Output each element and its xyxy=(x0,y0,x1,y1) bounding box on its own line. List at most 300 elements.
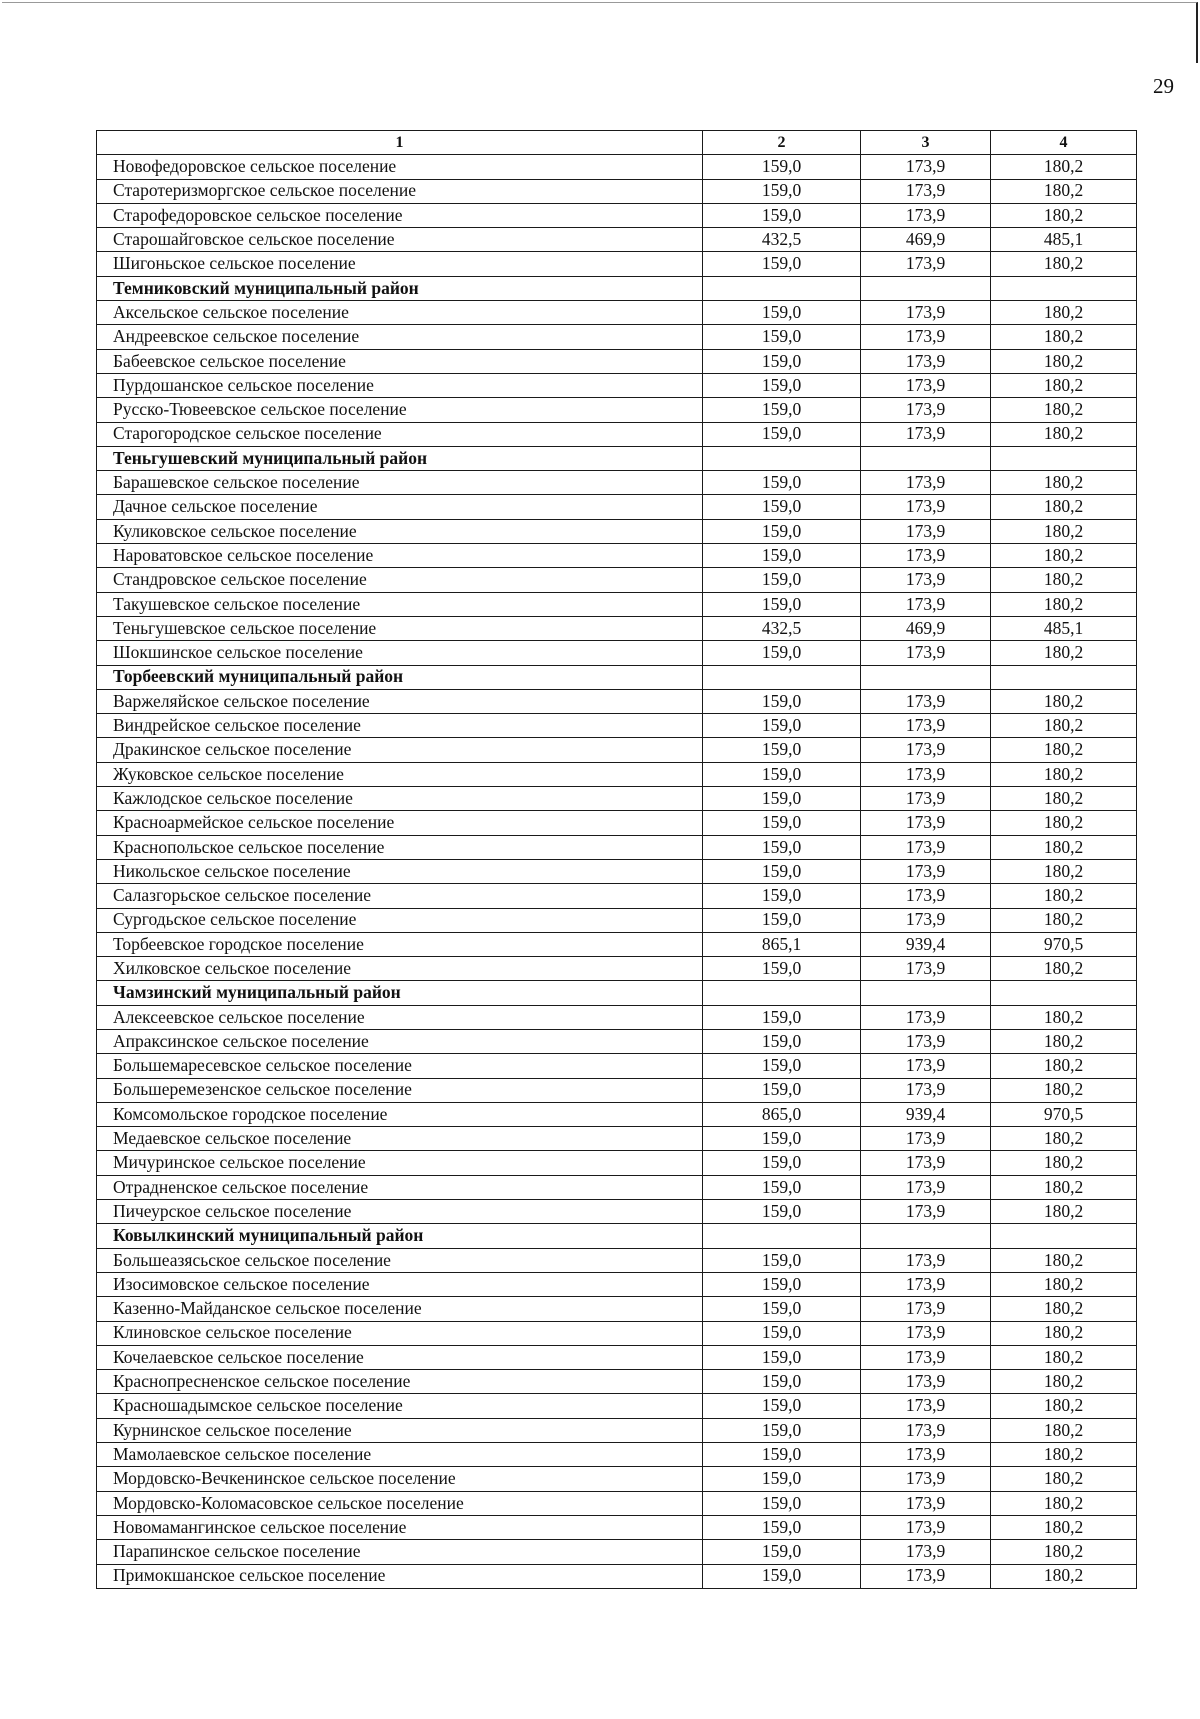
value-col4-cell: 180,2 xyxy=(991,568,1137,592)
value-col2-cell xyxy=(703,446,861,470)
table-row xyxy=(97,1127,1137,1151)
value-col2-cell: 159,0 xyxy=(703,471,861,495)
value-col4-cell: 180,2 xyxy=(991,252,1137,276)
value-col4-cell: 180,2 xyxy=(991,301,1137,325)
table-row xyxy=(97,228,1137,252)
settlement-name-cell: Комсомольское городское поселение xyxy=(97,1102,703,1126)
value-col3-cell: 173,9 xyxy=(861,592,991,616)
value-col2-cell: 865,0 xyxy=(703,1102,861,1126)
value-col3-cell: 173,9 xyxy=(861,908,991,932)
value-col2-cell: 159,0 xyxy=(703,301,861,325)
settlement-name-cell: Шигоньское сельское поселение xyxy=(97,252,703,276)
table-row xyxy=(97,1200,1137,1224)
settlement-name-cell: Изосимовское сельское поселение xyxy=(97,1272,703,1296)
settlement-name-cell: Кочелаевское сельское поселение xyxy=(97,1345,703,1369)
value-col4-cell xyxy=(991,665,1137,689)
table-row xyxy=(97,325,1137,349)
value-col4-cell: 180,2 xyxy=(991,325,1137,349)
value-col2-cell: 159,0 xyxy=(703,373,861,397)
table-row xyxy=(97,252,1137,276)
settlement-name-cell: Парапинское сельское поселение xyxy=(97,1540,703,1564)
settlement-name-cell: Мордовско-Коломасовское сельское поселение xyxy=(97,1491,703,1515)
settlement-name-cell: Казенно-Майданское сельское поселение xyxy=(97,1297,703,1321)
value-col2-cell: 159,0 xyxy=(703,349,861,373)
value-col2-cell: 159,0 xyxy=(703,1491,861,1515)
settlement-name-cell: Торбеевский муниципальный район xyxy=(97,665,703,689)
value-col3-cell: 173,9 xyxy=(861,568,991,592)
settlement-name-cell: Большеремезенское сельское поселение xyxy=(97,1078,703,1102)
table-row xyxy=(97,1029,1137,1053)
value-col4-cell: 180,2 xyxy=(991,398,1137,422)
value-col4-cell xyxy=(991,981,1137,1005)
value-col3-cell: 173,9 xyxy=(861,1175,991,1199)
value-col4-cell: 485,1 xyxy=(991,228,1137,252)
value-col3-cell: 173,9 xyxy=(861,1515,991,1539)
table-row xyxy=(97,932,1137,956)
value-col2-cell: 159,0 xyxy=(703,1175,861,1199)
value-col4-cell: 180,2 xyxy=(991,1054,1137,1078)
value-col4-cell: 180,2 xyxy=(991,908,1137,932)
value-col2-cell xyxy=(703,981,861,1005)
value-col2-cell: 159,0 xyxy=(703,738,861,762)
settlement-name-cell: Большеазясьское сельское поселение xyxy=(97,1248,703,1272)
settlement-name-cell: Новомамангинское сельское поселение xyxy=(97,1515,703,1539)
value-col4-cell xyxy=(991,446,1137,470)
table-row xyxy=(97,1515,1137,1539)
value-col3-cell: 173,9 xyxy=(861,422,991,446)
value-col3-cell: 173,9 xyxy=(861,519,991,543)
value-col3-cell: 173,9 xyxy=(861,957,991,981)
table-row xyxy=(97,1321,1137,1345)
value-col4-cell: 180,2 xyxy=(991,1078,1137,1102)
value-col4-cell: 180,2 xyxy=(991,884,1137,908)
settlement-name-cell: Курнинское сельское поселение xyxy=(97,1418,703,1442)
settlement-name-cell: Краснопольское сельское поселение xyxy=(97,835,703,859)
value-col4-cell xyxy=(991,1224,1137,1248)
value-col3-cell: 173,9 xyxy=(861,1370,991,1394)
value-col4-cell: 180,2 xyxy=(991,1491,1137,1515)
table-body xyxy=(97,155,1137,1589)
value-col3-cell: 173,9 xyxy=(861,203,991,227)
settlement-name-cell: Краснопресненское сельское поселение xyxy=(97,1370,703,1394)
value-col4-cell: 180,2 xyxy=(991,349,1137,373)
value-col4-cell: 180,2 xyxy=(991,641,1137,665)
value-col2-cell: 159,0 xyxy=(703,1078,861,1102)
value-col3-cell: 939,4 xyxy=(861,1102,991,1126)
value-col4-cell: 180,2 xyxy=(991,1272,1137,1296)
value-col3-cell: 173,9 xyxy=(861,1029,991,1053)
table-row xyxy=(97,811,1137,835)
settlement-name-cell: Алексеевское сельское поселение xyxy=(97,1005,703,1029)
settlement-name-cell: Апраксинское сельское поселение xyxy=(97,1029,703,1053)
table-row xyxy=(97,714,1137,738)
table-row xyxy=(97,495,1137,519)
value-col3-cell: 173,9 xyxy=(861,1272,991,1296)
table-row xyxy=(97,203,1137,227)
table-row xyxy=(97,1540,1137,1564)
table-row xyxy=(97,738,1137,762)
value-col2-cell: 159,0 xyxy=(703,1321,861,1345)
value-col4-cell: 180,2 xyxy=(991,1175,1137,1199)
value-col4-cell: 180,2 xyxy=(991,203,1137,227)
value-col4-cell: 180,2 xyxy=(991,1321,1137,1345)
table-header-row xyxy=(97,131,1137,155)
value-col2-cell: 159,0 xyxy=(703,1345,861,1369)
column-header-4: 4 xyxy=(991,131,1137,155)
table-row xyxy=(97,519,1137,543)
table-row xyxy=(97,641,1137,665)
value-col4-cell: 180,2 xyxy=(991,1345,1137,1369)
value-col3-cell: 173,9 xyxy=(861,544,991,568)
table-row xyxy=(97,373,1137,397)
value-col2-cell: 159,0 xyxy=(703,568,861,592)
value-col3-cell: 173,9 xyxy=(861,1151,991,1175)
value-col2-cell: 159,0 xyxy=(703,1297,861,1321)
value-col4-cell: 180,2 xyxy=(991,1467,1137,1491)
settlement-name-cell: Новофедоровское сельское поселение xyxy=(97,155,703,179)
district-row xyxy=(97,981,1137,1005)
value-col3-cell: 173,9 xyxy=(861,1394,991,1418)
value-col2-cell: 159,0 xyxy=(703,1394,861,1418)
value-col3-cell: 173,9 xyxy=(861,1200,991,1224)
settlement-name-cell: Торбеевское городское поселение xyxy=(97,932,703,956)
value-col3-cell: 173,9 xyxy=(861,762,991,786)
value-col3-cell: 173,9 xyxy=(861,1321,991,1345)
value-col4-cell: 180,2 xyxy=(991,1515,1137,1539)
table-row xyxy=(97,859,1137,883)
table-row xyxy=(97,422,1137,446)
value-col2-cell: 159,0 xyxy=(703,155,861,179)
value-col3-cell: 469,9 xyxy=(861,616,991,640)
settlement-name-cell: Салазгорьское сельское поселение xyxy=(97,884,703,908)
value-col3-cell xyxy=(861,1224,991,1248)
value-col3-cell: 173,9 xyxy=(861,1467,991,1491)
value-col4-cell: 180,2 xyxy=(991,471,1137,495)
value-col4-cell: 180,2 xyxy=(991,373,1137,397)
settlement-name-cell: Русско-Тювеевское сельское поселение xyxy=(97,398,703,422)
settlement-name-cell: Дачное сельское поселение xyxy=(97,495,703,519)
value-col4-cell: 180,2 xyxy=(991,519,1137,543)
value-col4-cell: 180,2 xyxy=(991,689,1137,713)
value-col3-cell: 173,9 xyxy=(861,179,991,203)
value-col2-cell xyxy=(703,1224,861,1248)
table-row xyxy=(97,544,1137,568)
value-col2-cell: 159,0 xyxy=(703,1370,861,1394)
value-col2-cell: 159,0 xyxy=(703,835,861,859)
value-col2-cell: 159,0 xyxy=(703,811,861,835)
value-col3-cell: 173,9 xyxy=(861,1078,991,1102)
table-row xyxy=(97,568,1137,592)
table-row xyxy=(97,155,1137,179)
settlement-name-cell: Клиновское сельское поселение xyxy=(97,1321,703,1345)
value-col4-cell: 180,2 xyxy=(991,495,1137,519)
value-col2-cell: 159,0 xyxy=(703,398,861,422)
table-row xyxy=(97,592,1137,616)
table-row xyxy=(97,1102,1137,1126)
value-col4-cell: 180,2 xyxy=(991,544,1137,568)
settlement-name-cell: Темниковский муниципальный район xyxy=(97,276,703,300)
value-col3-cell: 173,9 xyxy=(861,1443,991,1467)
table-row xyxy=(97,1467,1137,1491)
value-col3-cell: 173,9 xyxy=(861,714,991,738)
table-row xyxy=(97,908,1137,932)
value-col2-cell: 159,0 xyxy=(703,1127,861,1151)
value-col4-cell: 180,2 xyxy=(991,1127,1137,1151)
value-col3-cell: 173,9 xyxy=(861,787,991,811)
value-col4-cell: 970,5 xyxy=(991,1102,1137,1126)
value-col4-cell: 180,2 xyxy=(991,738,1137,762)
settlement-name-cell: Теньгушевский муниципальный район xyxy=(97,446,703,470)
value-col4-cell: 180,2 xyxy=(991,1151,1137,1175)
value-col3-cell: 173,9 xyxy=(861,1491,991,1515)
value-col3-cell: 173,9 xyxy=(861,1054,991,1078)
settlement-name-cell: Мамолаевское сельское поселение xyxy=(97,1443,703,1467)
value-col4-cell: 180,2 xyxy=(991,835,1137,859)
district-row xyxy=(97,665,1137,689)
value-col3-cell: 173,9 xyxy=(861,641,991,665)
table-row xyxy=(97,1345,1137,1369)
table-row xyxy=(97,301,1137,325)
table-row xyxy=(97,1078,1137,1102)
value-col3-cell: 173,9 xyxy=(861,325,991,349)
district-row xyxy=(97,276,1137,300)
value-col4-cell: 180,2 xyxy=(991,957,1137,981)
value-col2-cell: 159,0 xyxy=(703,1151,861,1175)
value-col2-cell: 159,0 xyxy=(703,252,861,276)
settlement-name-cell: Примокшанское сельское поселение xyxy=(97,1564,703,1588)
value-col3-cell: 173,9 xyxy=(861,1564,991,1588)
value-col2-cell: 159,0 xyxy=(703,908,861,932)
table-row xyxy=(97,179,1137,203)
value-col3-cell: 173,9 xyxy=(861,738,991,762)
table-row xyxy=(97,1297,1137,1321)
value-col4-cell: 180,2 xyxy=(991,714,1137,738)
value-col4-cell: 180,2 xyxy=(991,179,1137,203)
value-col2-cell: 159,0 xyxy=(703,1272,861,1296)
value-col3-cell: 173,9 xyxy=(861,835,991,859)
value-col2-cell: 159,0 xyxy=(703,1467,861,1491)
settlement-name-cell: Варжеляйское сельское поселение xyxy=(97,689,703,713)
value-col3-cell: 173,9 xyxy=(861,471,991,495)
value-col3-cell: 173,9 xyxy=(861,1297,991,1321)
value-col3-cell: 939,4 xyxy=(861,932,991,956)
table-row xyxy=(97,1564,1137,1588)
value-col4-cell: 180,2 xyxy=(991,155,1137,179)
table-row xyxy=(97,1248,1137,1272)
settlement-name-cell: Теньгушевское сельское поселение xyxy=(97,616,703,640)
settlement-name-cell: Красношадымское сельское поселение xyxy=(97,1394,703,1418)
table-row xyxy=(97,349,1137,373)
table-row xyxy=(97,1151,1137,1175)
settlement-name-cell: Андреевское сельское поселение xyxy=(97,325,703,349)
value-col4-cell xyxy=(991,276,1137,300)
value-col3-cell xyxy=(861,665,991,689)
value-col2-cell: 159,0 xyxy=(703,641,861,665)
settlement-name-cell: Дракинское сельское поселение xyxy=(97,738,703,762)
table-row xyxy=(97,835,1137,859)
column-header-3: 3 xyxy=(861,131,991,155)
value-col2-cell: 159,0 xyxy=(703,544,861,568)
value-col2-cell: 159,0 xyxy=(703,1564,861,1588)
table-row xyxy=(97,471,1137,495)
settlement-name-cell: Хилковское сельское поселение xyxy=(97,957,703,981)
settlement-name-cell: Кажлодское сельское поселение xyxy=(97,787,703,811)
value-col4-cell: 180,2 xyxy=(991,1248,1137,1272)
value-col4-cell: 180,2 xyxy=(991,1029,1137,1053)
value-col2-cell: 159,0 xyxy=(703,884,861,908)
value-col2-cell: 159,0 xyxy=(703,325,861,349)
value-col2-cell: 159,0 xyxy=(703,179,861,203)
value-col2-cell: 159,0 xyxy=(703,1248,861,1272)
value-col3-cell: 469,9 xyxy=(861,228,991,252)
settlement-name-cell: Старофедоровское сельское поселение xyxy=(97,203,703,227)
settlement-name-cell: Бабеевское сельское поселение xyxy=(97,349,703,373)
table-row xyxy=(97,762,1137,786)
settlement-name-cell: Куликовское сельское поселение xyxy=(97,519,703,543)
settlement-name-cell: Старогородское сельское поселение xyxy=(97,422,703,446)
table-row xyxy=(97,616,1137,640)
column-header-2: 2 xyxy=(703,131,861,155)
settlement-name-cell: Шокшинское сельское поселение xyxy=(97,641,703,665)
value-col2-cell: 432,5 xyxy=(703,616,861,640)
value-col4-cell: 180,2 xyxy=(991,1540,1137,1564)
column-header-1: 1 xyxy=(97,131,703,155)
value-col3-cell: 173,9 xyxy=(861,495,991,519)
value-col4-cell: 180,2 xyxy=(991,1297,1137,1321)
settlement-name-cell: Старотеризморгское сельское поселение xyxy=(97,179,703,203)
table-row xyxy=(97,1394,1137,1418)
settlements-table xyxy=(96,130,1137,1589)
settlement-name-cell: Большемаресевское сельское поселение xyxy=(97,1054,703,1078)
value-col2-cell: 159,0 xyxy=(703,957,861,981)
value-col4-cell: 180,2 xyxy=(991,1564,1137,1588)
value-col2-cell: 159,0 xyxy=(703,1054,861,1078)
value-col4-cell: 485,1 xyxy=(991,616,1137,640)
value-col2-cell: 159,0 xyxy=(703,714,861,738)
table-row xyxy=(97,957,1137,981)
value-col2-cell: 159,0 xyxy=(703,519,861,543)
value-col3-cell: 173,9 xyxy=(861,155,991,179)
value-col4-cell: 180,2 xyxy=(991,762,1137,786)
district-row xyxy=(97,446,1137,470)
value-col4-cell: 180,2 xyxy=(991,787,1137,811)
value-col2-cell: 159,0 xyxy=(703,787,861,811)
settlement-name-cell: Жуковское сельское поселение xyxy=(97,762,703,786)
value-col2-cell xyxy=(703,665,861,689)
value-col3-cell: 173,9 xyxy=(861,398,991,422)
value-col3-cell: 173,9 xyxy=(861,252,991,276)
value-col2-cell: 159,0 xyxy=(703,592,861,616)
value-col3-cell: 173,9 xyxy=(861,1248,991,1272)
value-col2-cell xyxy=(703,276,861,300)
value-col3-cell: 173,9 xyxy=(861,1540,991,1564)
value-col4-cell: 180,2 xyxy=(991,422,1137,446)
table-row xyxy=(97,1054,1137,1078)
value-col3-cell: 173,9 xyxy=(861,301,991,325)
value-col2-cell: 159,0 xyxy=(703,422,861,446)
value-col4-cell: 180,2 xyxy=(991,859,1137,883)
value-col4-cell: 180,2 xyxy=(991,1443,1137,1467)
settlement-name-cell: Старошайговское сельское поселение xyxy=(97,228,703,252)
value-col3-cell: 173,9 xyxy=(861,1127,991,1151)
value-col2-cell: 159,0 xyxy=(703,1443,861,1467)
table-row xyxy=(97,1491,1137,1515)
value-col4-cell: 180,2 xyxy=(991,592,1137,616)
value-col3-cell: 173,9 xyxy=(861,1418,991,1442)
settlement-name-cell: Пурдошанское сельское поселение xyxy=(97,373,703,397)
table-row xyxy=(97,1370,1137,1394)
table-row xyxy=(97,1175,1137,1199)
settlement-name-cell: Пичеурское сельское поселение xyxy=(97,1200,703,1224)
value-col4-cell: 180,2 xyxy=(991,1394,1137,1418)
settlement-name-cell: Такушевское сельское поселение xyxy=(97,592,703,616)
settlement-name-cell: Чамзинский муниципальный район xyxy=(97,981,703,1005)
value-col2-cell: 159,0 xyxy=(703,1200,861,1224)
table-row xyxy=(97,884,1137,908)
table-row xyxy=(97,1005,1137,1029)
value-col2-cell: 159,0 xyxy=(703,203,861,227)
value-col4-cell: 180,2 xyxy=(991,1418,1137,1442)
value-col2-cell: 159,0 xyxy=(703,495,861,519)
value-col2-cell: 159,0 xyxy=(703,762,861,786)
value-col3-cell: 173,9 xyxy=(861,373,991,397)
settlement-name-cell: Медаевское сельское поселение xyxy=(97,1127,703,1151)
settlement-name-cell: Красноармейское сельское поселение xyxy=(97,811,703,835)
value-col3-cell: 173,9 xyxy=(861,689,991,713)
value-col3-cell: 173,9 xyxy=(861,1005,991,1029)
value-col2-cell: 865,1 xyxy=(703,932,861,956)
value-col2-cell: 159,0 xyxy=(703,1540,861,1564)
settlement-name-cell: Аксельское сельское поселение xyxy=(97,301,703,325)
value-col3-cell: 173,9 xyxy=(861,884,991,908)
settlement-name-cell: Виндрейское сельское поселение xyxy=(97,714,703,738)
value-col4-cell: 180,2 xyxy=(991,1370,1137,1394)
district-row xyxy=(97,1224,1137,1248)
page-number: 29 xyxy=(1153,74,1174,98)
value-col3-cell: 173,9 xyxy=(861,859,991,883)
value-col2-cell: 159,0 xyxy=(703,1029,861,1053)
value-col3-cell: 173,9 xyxy=(861,349,991,373)
table-row xyxy=(97,1418,1137,1442)
value-col2-cell: 159,0 xyxy=(703,859,861,883)
page-frame xyxy=(2,2,1198,63)
table-row xyxy=(97,1443,1137,1467)
value-col4-cell: 180,2 xyxy=(991,1005,1137,1029)
value-col2-cell: 432,5 xyxy=(703,228,861,252)
settlement-name-cell: Сургодьское сельское поселение xyxy=(97,908,703,932)
value-col3-cell: 173,9 xyxy=(861,811,991,835)
value-col4-cell: 180,2 xyxy=(991,811,1137,835)
settlement-name-cell: Стандровское сельское поселение xyxy=(97,568,703,592)
value-col3-cell: 173,9 xyxy=(861,1345,991,1369)
table-row xyxy=(97,398,1137,422)
value-col3-cell xyxy=(861,981,991,1005)
settlement-name-cell: Мордовско-Вечкенинское сельское поселение xyxy=(97,1467,703,1491)
value-col2-cell: 159,0 xyxy=(703,1005,861,1029)
value-col3-cell xyxy=(861,276,991,300)
value-col4-cell: 180,2 xyxy=(991,1200,1137,1224)
table-row xyxy=(97,787,1137,811)
settlement-name-cell: Барашевское сельское поселение xyxy=(97,471,703,495)
value-col3-cell xyxy=(861,446,991,470)
settlement-name-cell: Мичуринское сельское поселение xyxy=(97,1151,703,1175)
value-col2-cell: 159,0 xyxy=(703,1418,861,1442)
settlement-name-cell: Отрадненское сельское поселение xyxy=(97,1175,703,1199)
value-col2-cell: 159,0 xyxy=(703,689,861,713)
value-col2-cell: 159,0 xyxy=(703,1515,861,1539)
table-row xyxy=(97,1272,1137,1296)
settlement-name-cell: Ковылкинский муниципальный район xyxy=(97,1224,703,1248)
